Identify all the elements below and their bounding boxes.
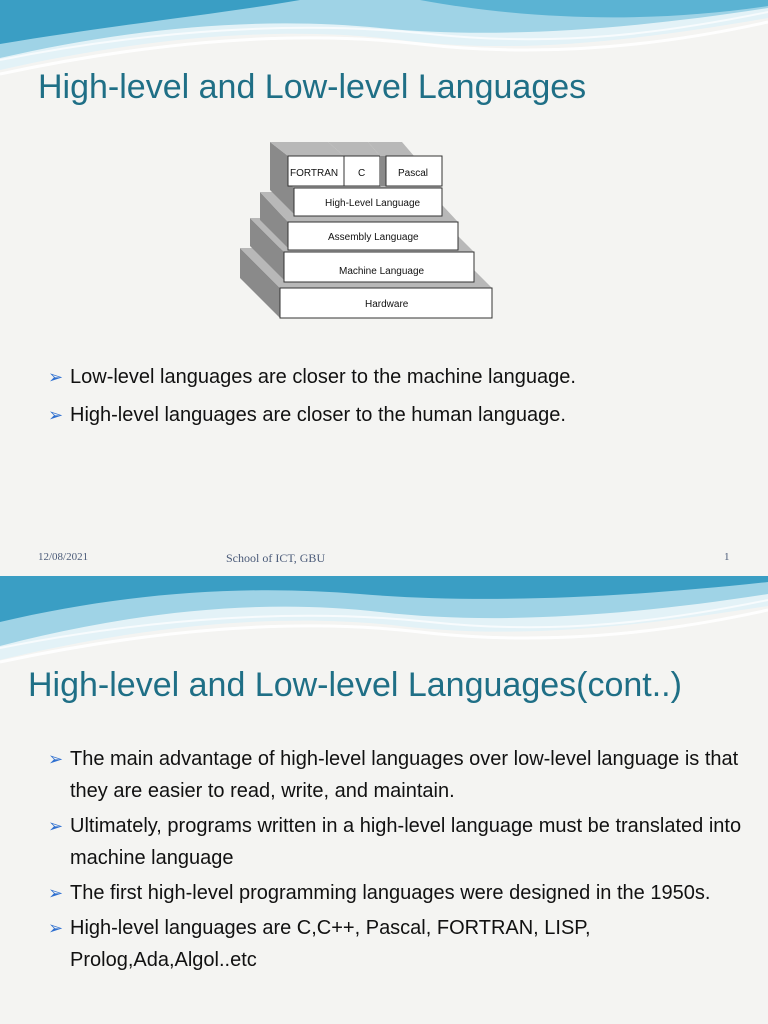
bullet-text: The main advantage of high-level languages over low-level language is that they are easier to read, write, and maintain. <box>70 748 739 802</box>
bullet-item <box>48 400 576 431</box>
bullet-text: High-level languages are C,C++, Pascal, FORTRAN, LISP, Prolog,Ada,Algol..etc <box>70 917 591 971</box>
arrow-bullet-icon: ➢ <box>48 918 64 938</box>
arrow-bullet-icon: ➢ <box>48 367 64 387</box>
bullet-item <box>48 810 748 874</box>
slide-2-title: High-level and Low-level Languages(cont..) <box>28 666 682 704</box>
bullet-item <box>48 362 576 393</box>
diagram-label-assembly: Assembly Language <box>328 232 419 243</box>
slide-2-bullet-list <box>48 743 748 979</box>
diagram-label-c: C <box>358 168 366 179</box>
arrow-bullet-icon: ➢ <box>48 405 64 425</box>
diagram-label-machine: Machine Language <box>339 266 425 277</box>
arrow-bullet-icon: ➢ <box>48 749 64 769</box>
bullet-text: Low-level languages are closer to the machine language. <box>70 366 576 388</box>
arrow-bullet-icon: ➢ <box>48 883 64 903</box>
diagram-label-fortran: FORTRAN <box>290 168 339 179</box>
arrow-bullet-icon: ➢ <box>48 816 64 836</box>
footer-page-number: 1 <box>724 551 730 563</box>
language-levels-diagram <box>236 138 498 322</box>
diagram-label-hardware: Hardware <box>365 299 409 310</box>
footer-date: 12/08/2021 <box>38 551 89 563</box>
slide-title: High-level and Low-level Languages <box>38 68 587 106</box>
bullet-text: The first high-level programming languages were designed in the 1950s. <box>70 882 711 904</box>
bullet-item <box>48 912 748 976</box>
diagram-label-pascal: Pascal <box>398 168 429 179</box>
bullet-text: High-level languages are closer to the human language. <box>70 404 566 426</box>
footer-organization: School of ICT, GBU <box>226 551 326 565</box>
bullet-item <box>48 743 748 807</box>
diagram-label-high-level: High-Level Language <box>325 198 421 209</box>
slide-1-bullet-list <box>48 362 576 438</box>
bullet-item <box>48 877 748 909</box>
bullet-text: Ultimately, programs written in a high-level language must be translated into machine language <box>70 815 742 869</box>
